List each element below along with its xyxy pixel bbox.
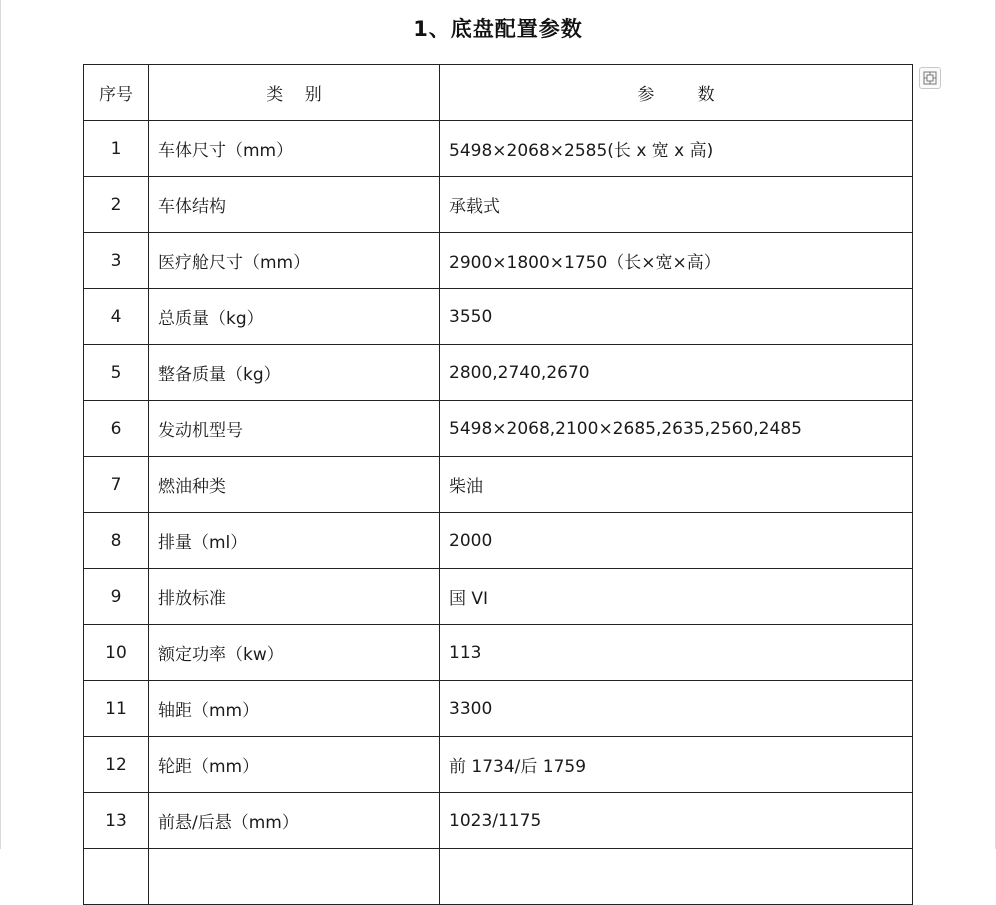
header-no: 序号 bbox=[84, 65, 149, 121]
header-value: 参 数 bbox=[440, 65, 913, 121]
row-number: 1 bbox=[84, 121, 149, 177]
row-value: 5498×2068,2100×2685,2635,2560,2485 bbox=[440, 401, 913, 457]
row-category: 车体结构 bbox=[149, 177, 440, 233]
row-value: 1023/1175 bbox=[440, 793, 913, 849]
row-value: 柴油 bbox=[440, 457, 913, 513]
row-number: 13 bbox=[84, 793, 149, 849]
table-row bbox=[84, 737, 913, 793]
table-row bbox=[84, 345, 913, 401]
row-value: 2900×1800×1750（长×宽×高） bbox=[440, 233, 913, 289]
row-category: 发动机型号 bbox=[149, 401, 440, 457]
table-row bbox=[84, 513, 913, 569]
row-category: 前悬/后悬（mm） bbox=[149, 793, 440, 849]
table-row bbox=[84, 569, 913, 625]
table-row bbox=[84, 793, 913, 849]
row-number: 8 bbox=[84, 513, 149, 569]
table-row bbox=[84, 289, 913, 345]
row-value: 113 bbox=[440, 625, 913, 681]
row-category: 排放标准 bbox=[149, 569, 440, 625]
row-category: 总质量（kg） bbox=[149, 289, 440, 345]
row-value: 承载式 bbox=[440, 177, 913, 233]
header-category: 类 别 bbox=[149, 65, 440, 121]
table-select-icon[interactable] bbox=[919, 67, 941, 89]
row-number: 11 bbox=[84, 681, 149, 737]
chassis-config-table bbox=[83, 64, 913, 905]
row-value: 3550 bbox=[440, 289, 913, 345]
row-category: 医疗舱尺寸（mm） bbox=[149, 233, 440, 289]
row-value: 3300 bbox=[440, 681, 913, 737]
table-row bbox=[84, 457, 913, 513]
row-value: 2800,2740,2670 bbox=[440, 345, 913, 401]
table-row bbox=[84, 401, 913, 457]
table-row bbox=[84, 625, 913, 681]
table-select-glyph bbox=[923, 71, 937, 85]
table-row bbox=[84, 177, 913, 233]
row-number: 4 bbox=[84, 289, 149, 345]
row-category: 轮距（mm） bbox=[149, 737, 440, 793]
table-row bbox=[84, 121, 913, 177]
row-number: 5 bbox=[84, 345, 149, 401]
row-number: 12 bbox=[84, 737, 149, 793]
table-row bbox=[84, 681, 913, 737]
row-number: 10 bbox=[84, 625, 149, 681]
document-title: 1、底盘配置参数 bbox=[413, 17, 583, 41]
row-number: 2 bbox=[84, 177, 149, 233]
table-row bbox=[84, 849, 913, 905]
row-category: 燃油种类 bbox=[149, 457, 440, 513]
row-category: 整备质量（kg） bbox=[149, 345, 440, 401]
row-category: 车体尺寸（mm） bbox=[149, 121, 440, 177]
row-value: 2000 bbox=[440, 513, 913, 569]
row-number: 3 bbox=[84, 233, 149, 289]
row-value: 5498×2068×2585(长 x 宽 x 高) bbox=[440, 121, 913, 177]
row-number: 7 bbox=[84, 457, 149, 513]
row-value: 前 1734/后 1759 bbox=[440, 737, 913, 793]
row-value: 国 VI bbox=[440, 569, 913, 625]
row-category: 轴距（mm） bbox=[149, 681, 440, 737]
page-edge-left bbox=[0, 0, 1, 849]
row-value bbox=[440, 849, 913, 905]
row-number: 6 bbox=[84, 401, 149, 457]
row-number bbox=[84, 849, 149, 905]
row-number: 9 bbox=[84, 569, 149, 625]
row-category: 排量（ml） bbox=[149, 513, 440, 569]
row-category: 额定功率（kw） bbox=[149, 625, 440, 681]
row-category bbox=[149, 849, 440, 905]
table-row bbox=[84, 233, 913, 289]
table-header-row bbox=[84, 65, 913, 121]
